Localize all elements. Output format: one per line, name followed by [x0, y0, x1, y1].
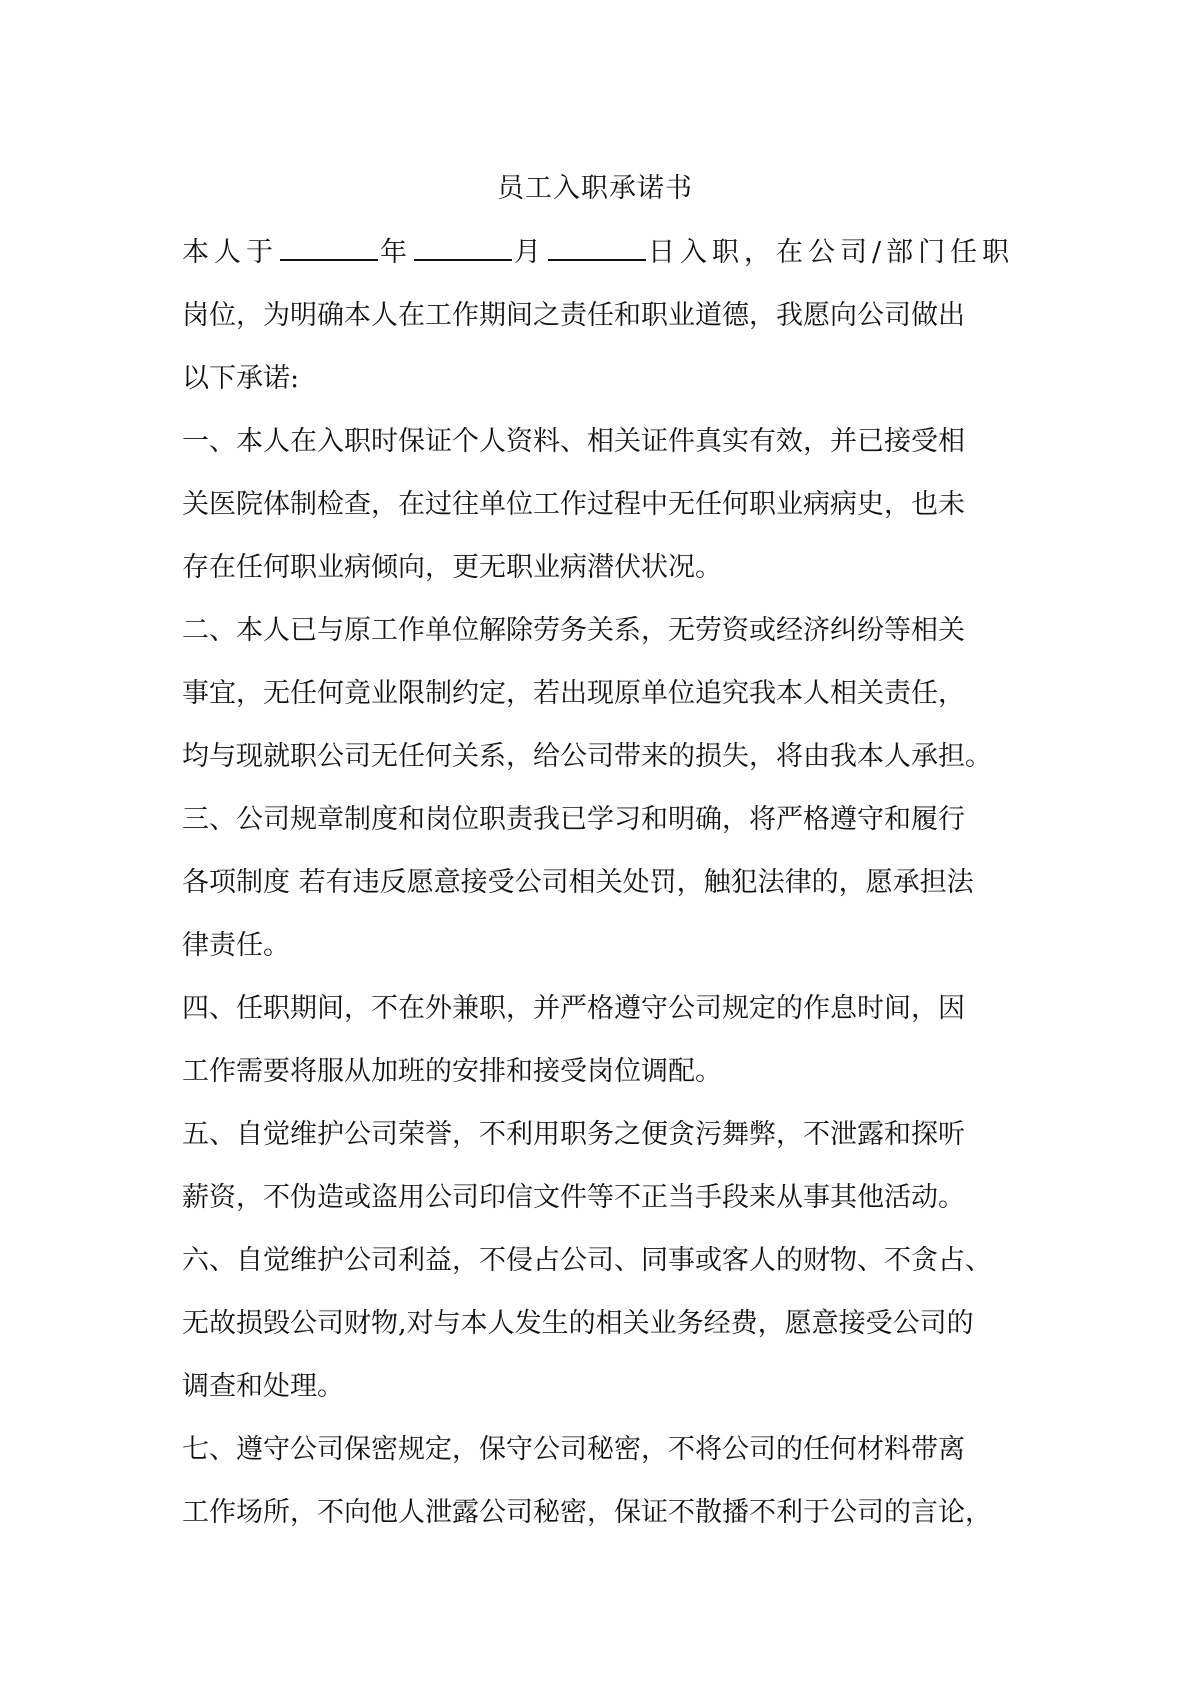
- clause-5: [182, 1112, 1022, 1238]
- clause-4: [182, 986, 1022, 1112]
- intro-line-1: [182, 230, 1022, 293]
- intro-line-2: 岗位，为明确本人在工作期间之责任和职业道德，我愿向公司做出: [182, 300, 965, 331]
- clause-6: [182, 1238, 1022, 1427]
- clause-line: 薪资，不伪造或盗用公司印信文件等不正当手段来从事其他活动。: [182, 1182, 965, 1213]
- clause-line: 关医院体制检查，在过往单位工作过程中无任何职业病病史，也未: [182, 489, 965, 520]
- day-blank: [548, 233, 646, 261]
- clause-line: 均与现就职公司无任何关系，给公司带来的损失，将由我本人承担。: [182, 741, 992, 772]
- clause-line: 律责任。: [182, 930, 290, 961]
- clause-7: [182, 1427, 1022, 1553]
- clause-line: 工作需要将服从加班的安排和接受岗位调配。: [182, 1056, 722, 1087]
- clause-line: 存在任何职业病倾向，更无职业病潜伏状况。: [182, 552, 722, 583]
- intro-prefix: 本人于: [182, 237, 278, 268]
- clause-line: 四、任职期间，不在外兼职，并严格遵守公司规定的作息时间，因: [182, 993, 965, 1024]
- clause-line: 调查和处理。: [182, 1371, 344, 1402]
- intro-day-suffix: 日入职，在公司/部门任职: [648, 237, 1015, 268]
- clause-line: 事宜，无任何竟业限制约定，若出现原单位追究我本人相关责任，: [182, 678, 965, 709]
- intro-line-3: 以下承诺:: [182, 363, 300, 394]
- clause-line: 三、公司规章制度和岗位职责我已学习和明确，将严格遵守和履行: [182, 804, 965, 835]
- clause-3: [182, 797, 1022, 986]
- month-label: 月: [514, 237, 546, 268]
- clause-line: 七、遵守公司保密规定，保守公司秘密，不将公司的任何材料带离: [182, 1434, 965, 1465]
- clause-line: 一、本人在入职时保证个人资料、相关证件真实有效，并已接受相: [182, 426, 965, 457]
- document-body: [182, 230, 1022, 1553]
- clause-line: 无故损毁公司财物,对与本人发生的相关业务经费，愿意接受公司的: [182, 1308, 974, 1339]
- clause-line: 工作场所，不向他人泄露公司秘密，保证不散播不利于公司的言论，: [182, 1497, 992, 1528]
- clause-2: [182, 608, 1022, 797]
- clause-line: 二、本人已与原工作单位解除劳务关系，无劳资或经济纠纷等相关: [182, 615, 965, 646]
- year-blank: [280, 233, 378, 261]
- month-blank: [414, 233, 512, 261]
- clause-line: 五、自觉维护公司荣誉，不利用职务之便贪污舞弊，不泄露和探听: [182, 1119, 965, 1150]
- document-title: 员工入职承诺书: [497, 173, 693, 204]
- clause-1: [182, 419, 1022, 608]
- clause-line: 六、自觉维护公司利益，不侵占公司、同事或客人的财物、不贪占、: [182, 1245, 992, 1276]
- clause-line: 各项制度 若有违反愿意接受公司相关处罚，触犯法律的，愿承担法: [182, 867, 974, 898]
- year-label: 年: [380, 237, 412, 268]
